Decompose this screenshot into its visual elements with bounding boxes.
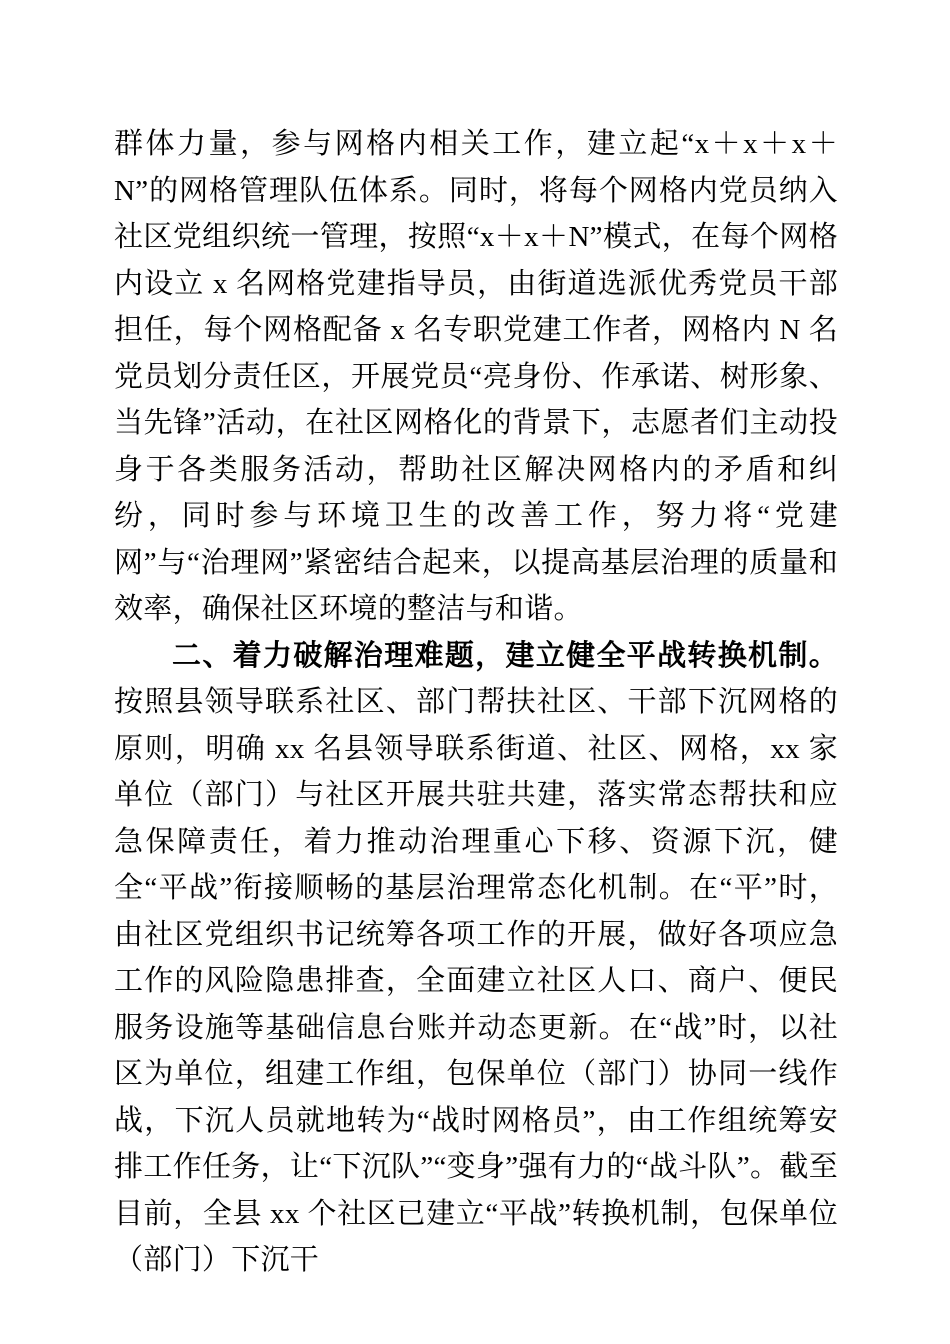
paragraph-run: 群体力量，参与网格内相关工作，建立起“x＋x＋x＋N”的网格管理队伍体系。同时，将每个网格内党员纳入社区党组织统一管理，按照“x＋x＋N”模式，在每个网格内设立 x 名网格党建指导员，由街道选派优秀党员干部担任，每个网格配备 x 名专职党建工作者，网格内 N 名党员划分责任区，开展党员“亮身份、作承诺、树形象、当先锋”活动，在社区网格化的背景下，志愿者们主动投身于各类服务活动，帮助社区解决网格内的矛盾和纠纷，同时参与环境卫生的改善工作，努力将“党建网”与“治理网”紧密结合起来，以提高基层治理的质量和效率，确保社区环境的整洁与和谐。 <box>114 128 838 625</box>
document-body <box>114 121 838 1284</box>
paragraph-continuation <box>114 121 838 633</box>
section-heading-run: 二、着力破解治理难题，建立健全平战转换机制。 <box>172 639 838 672</box>
paragraph-run: 按照县领导联系社区、部门帮扶社区、干部下沉网格的原则，明确 xx 名县领导联系街道、社区、网格，xx 家单位（部门）与社区开展共驻共建，落实常态帮扶和应急保障责任，着力推动治理重心下移、资源下沉，健全“平战”衔接顺畅的基层治理常态化机制。在“平”时，由社区党组织书记统筹各项工作的开展，做好各项应急工作的风险隐患排查，全面建立社区人口、商户、便民服务设施等基础信息台账并动态更新。在“战”时，以社区为单位，组建工作组，包保单位（部门）协同一线作战，下沉人员就地转为“战时网格员”，由工作组统筹安排工作任务，让“下沉队”“变身”强有力的“战斗队”。截至目前，全县 xx 个社区已建立“平战”转换机制，包保单位（部门）下沉干 <box>114 686 838 1276</box>
paragraph-section-two <box>114 633 838 1284</box>
